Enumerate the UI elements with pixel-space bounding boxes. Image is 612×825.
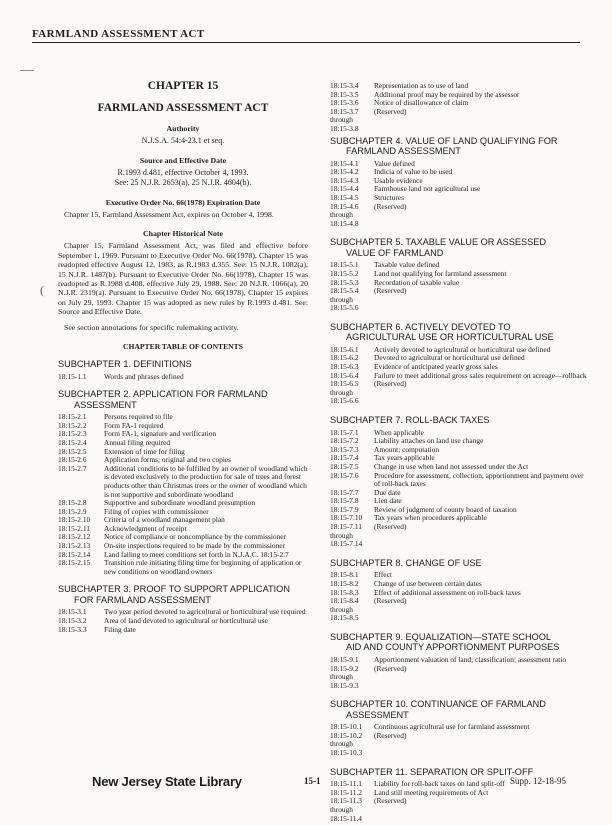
subchapter-entries bbox=[330, 429, 588, 549]
section-number: 18:15-3.6 bbox=[330, 98, 359, 108]
toc-entry bbox=[330, 279, 588, 288]
section-title: Structures bbox=[374, 192, 404, 202]
subchapter-title-cont: ASSESSMENT bbox=[74, 399, 137, 410]
subchapter-title: SUBCHAPTER 5. TAXABLE VALUE OR ASSESSED bbox=[330, 237, 546, 248]
section-title: Land not qualifying for farmland assessment bbox=[374, 268, 507, 278]
subchapter-title-cont: VALUE OF FARMLAND bbox=[346, 247, 444, 258]
subchapter-title-cont: FARMLAND ASSESSMENT bbox=[346, 146, 461, 157]
toc-entry bbox=[330, 194, 588, 203]
section-title: (Reserved) bbox=[374, 379, 407, 389]
subchapter-entries bbox=[330, 723, 588, 757]
section-number: 18:15-7.3 bbox=[330, 444, 359, 454]
section-number: 18:15-2.3 bbox=[58, 429, 87, 439]
subchapter-title: SUBCHAPTER 6. ACTIVELY DEVOTED TO bbox=[330, 321, 511, 332]
section-number: 18:15-2.6 bbox=[58, 455, 87, 465]
section-title: Extension of time for filing bbox=[104, 446, 185, 456]
expiration-heading: Executive Order No. 66(1978) Expiration Date bbox=[105, 198, 261, 207]
section-number: 18:15-3.5 bbox=[330, 89, 359, 99]
section-title: Effect bbox=[374, 570, 392, 580]
toc-entry bbox=[330, 665, 588, 691]
section-number: 18:15-8.1 bbox=[330, 570, 359, 580]
toc-entry bbox=[330, 160, 588, 169]
section-title: Failure to meet additional gross sales requirement on acreage—rollback bbox=[374, 370, 587, 380]
history-heading: Chapter Historical Note bbox=[143, 229, 223, 239]
section-number: 18:15-6.5 through 18:15-6.6 bbox=[330, 379, 359, 406]
section-number: 18:15-6.3 bbox=[330, 362, 359, 372]
section-title: Criteria of a woodland management plan bbox=[104, 515, 225, 525]
section-number: 18:15-5.4 through 18:15-5.6 bbox=[330, 286, 359, 313]
toc-entry bbox=[330, 446, 588, 455]
section-number: 18:15-3.1 bbox=[58, 607, 87, 617]
section-title: Liability for roll-back taxes on land split-off bbox=[374, 779, 505, 789]
subchapter-entries bbox=[330, 160, 588, 229]
toc-entry bbox=[330, 789, 588, 798]
section-number: 18:15-7.6 bbox=[330, 470, 359, 480]
subchapter-title: SUBCHAPTER 11. SEPARATION OR SPLIT-OFF bbox=[330, 766, 534, 777]
toc-entry bbox=[330, 723, 588, 732]
section-title: Devoted to agricultural or horticultural use defined bbox=[374, 353, 525, 363]
margin-rule bbox=[20, 70, 34, 71]
subchapter-title: SUBCHAPTER 3. PROOF TO SUPPORT APPLICATION bbox=[58, 584, 290, 595]
left-column bbox=[58, 80, 308, 636]
section-number: 18:15-6.1 bbox=[330, 344, 359, 354]
section-title: Land failing to meet conditions set forth in N.J.A.C. 18:15-2.7 bbox=[104, 549, 289, 559]
subchapter-heading bbox=[330, 415, 588, 426]
section-title: When applicable bbox=[374, 427, 424, 437]
source-line-1: R.1993 d.481, effective October 4, 1993. bbox=[117, 168, 249, 177]
section-number: 18:15-6.4 bbox=[330, 370, 359, 380]
subchapter-heading bbox=[58, 359, 308, 370]
section-number: 18:15-8.4 through 18:15-8.5 bbox=[330, 596, 359, 623]
section-number: 18:15-5.3 bbox=[330, 277, 359, 287]
supplement-date: Supp. 12-18-95 bbox=[510, 776, 566, 786]
toc-entry bbox=[58, 626, 308, 635]
section-number: 18:15-3.4 bbox=[330, 81, 359, 90]
section-number: 18:15-4.1 bbox=[330, 158, 359, 168]
toc-entry bbox=[330, 380, 588, 406]
section-number: 18:15-7.9 bbox=[330, 504, 359, 514]
toc-entry bbox=[330, 270, 588, 279]
toc-entry bbox=[330, 108, 588, 134]
section-title: (Reserved) bbox=[374, 796, 407, 806]
section-number: 18:15-4.3 bbox=[330, 175, 359, 185]
toc-entry bbox=[330, 597, 588, 623]
authority-heading: Authority bbox=[166, 124, 200, 133]
subchapter-entries bbox=[330, 571, 588, 623]
section-title: Words and phrases defined bbox=[104, 371, 184, 381]
section-title: Farmhouse land not agricultural use bbox=[374, 184, 481, 194]
source-text bbox=[58, 168, 308, 188]
subchapter-heading bbox=[330, 632, 588, 653]
toc-entry bbox=[58, 373, 308, 382]
section-number: 18:15-2.2 bbox=[58, 420, 87, 430]
subchapter-entries bbox=[58, 413, 308, 576]
section-title: Form FA-1, signature and verification bbox=[104, 429, 217, 439]
section-title: Notice of compliance or noncompliance by the commissioner bbox=[104, 532, 287, 542]
section-number: 18:15-2.11 bbox=[58, 523, 90, 533]
section-title: Additional conditions to be fulfilled by an owner of woodland which is devoted exclusively to the production for sale of trees and forest products other than Christmas trees or the owner of woodland which is not supportive and subordinate woodland bbox=[104, 463, 308, 499]
section-title: Annual filing required bbox=[104, 437, 171, 447]
toc-entry bbox=[58, 430, 308, 439]
toc-entry bbox=[330, 185, 588, 194]
subchapter-heading bbox=[58, 584, 308, 605]
section-number: 18:15-7.1 bbox=[330, 427, 359, 437]
toc-entry bbox=[330, 797, 588, 823]
section-number: 18:15-7.8 bbox=[330, 496, 359, 506]
section-number: 18:15-9.1 bbox=[330, 654, 359, 664]
source-line-2: See: 25 N.J.R. 2653(a), 25 N.J.R. 4604(b). bbox=[114, 178, 252, 187]
section-number: 18:15-2.5 bbox=[58, 446, 87, 456]
section-title: Amount; computation bbox=[374, 444, 440, 454]
section-title: Persons required to file bbox=[104, 412, 173, 422]
section-number: 18:15-4.5 bbox=[330, 192, 359, 202]
section-number: 18:15-5.2 bbox=[330, 268, 359, 278]
section-number: 18:15-2.7 bbox=[58, 463, 87, 473]
toc-entry bbox=[330, 472, 588, 489]
section-number: 18:15-2.12 bbox=[58, 532, 91, 542]
toc-entry bbox=[330, 514, 588, 523]
section-number: 18:15-3.7 through 18:15-3.8 bbox=[330, 106, 359, 133]
subchapter-entries bbox=[58, 608, 308, 634]
section-number: 18:15-2.13 bbox=[58, 541, 91, 551]
section-number: 18:15-4.2 bbox=[330, 167, 359, 177]
section-number: 18:15-7.7 bbox=[330, 487, 359, 497]
section-title: Procedure for assessment, collection, apportionment and payment over of roll-back taxes bbox=[374, 470, 584, 489]
section-title: (Reserved) bbox=[374, 596, 407, 606]
toc-entry bbox=[330, 589, 588, 598]
section-title: Filing date bbox=[104, 624, 136, 634]
section-title: Usable evidence bbox=[374, 175, 423, 185]
subchapter-heading bbox=[330, 558, 588, 569]
section-title: Representation as to use of land bbox=[374, 81, 469, 90]
section-title: Taxable value defined bbox=[374, 260, 440, 270]
subchapter-title: SUBCHAPTER 1. DEFINITIONS bbox=[58, 359, 192, 370]
section-title: Value defined bbox=[374, 158, 415, 168]
section-number: 18:15-7.2 bbox=[330, 436, 359, 446]
section-title: Filing of copies with commissioner bbox=[104, 506, 209, 516]
section-number: 18:15-7.5 bbox=[330, 461, 359, 471]
toc-entry bbox=[58, 617, 308, 626]
section-title: Due date bbox=[374, 487, 401, 497]
section-number: 18:15-2.4 bbox=[58, 437, 87, 447]
subchapter-title: SUBCHAPTER 10. CONTINUANCE OF FARMLAND bbox=[330, 699, 546, 710]
section-title: (Reserved) bbox=[374, 106, 407, 116]
section-title: (Reserved) bbox=[374, 522, 407, 532]
section-title: (Reserved) bbox=[374, 730, 407, 740]
section-title: Two year period devoted to agricultural or horticultural use required bbox=[104, 607, 306, 617]
authority-text: N.J.S.A. 54:4-23.1 et seq. bbox=[141, 136, 225, 145]
section-title: Continuous agricultural use for farmland assessment bbox=[374, 722, 530, 732]
history-text: Chapter 15, Farmland Assessment Act, was filed and effective before September 1, 1969. Pursuant to Executive Order No. 66(1978), Chapter 15 was readopted effective August 12, 1983, as R.1983 d.355. See: 15 N.J.R. 1082(a), 15 N.J.R. 1487(b). Pursuant to Executive Order No. 66(1978), Chapter 15 was readopted as R.1988 d.408, effective July 29, 1988. See: 20 N.J.R. 1066(a), 20 N.J.R. 2319(a). Pursuant to Executive Order No. 66(1978), Chapter 15 expires on July 29, 1993. Chapter 15 was adopted as new rules by R.1993 d.481. See: Source and Effective Date. bbox=[58, 241, 308, 317]
section-title: Application forms; original and two copies bbox=[104, 455, 232, 465]
section-number: 18:15-8.3 bbox=[330, 587, 359, 597]
section-number: 18:15-7.4 bbox=[330, 453, 359, 463]
subchapter-entries bbox=[330, 346, 588, 406]
section-title: Form FA-1 required bbox=[104, 420, 164, 430]
section-title: Lien date bbox=[374, 496, 402, 506]
subchapter-title: SUBCHAPTER 4. VALUE OF LAND QUALIFYING FOR bbox=[330, 135, 558, 146]
subchapter-heading bbox=[330, 699, 588, 720]
section-number: 18:15-10.1 bbox=[330, 722, 363, 732]
subchapter-heading bbox=[330, 322, 588, 343]
section-number: 18:15-2.9 bbox=[58, 506, 87, 516]
section-title: Acknowledgment of receipt bbox=[104, 523, 187, 533]
section-title: Effect of additional assessment on roll-back taxes bbox=[374, 587, 521, 597]
section-title: Supportive and subordinate woodland presumption bbox=[104, 498, 256, 508]
section-title: Area of land devoted to agricultural or horticultural use bbox=[104, 616, 268, 626]
subchapter-heading bbox=[330, 136, 588, 157]
section-number: 18:15-4.4 bbox=[330, 184, 359, 194]
expiration-text: Chapter 15, Farmland Assessment Act, expires on October 4, 1998. bbox=[64, 210, 274, 219]
section-number: 18:15-3.3 bbox=[58, 624, 87, 634]
section-title: Tax years when procedures applicable bbox=[374, 513, 487, 523]
section-title: Notice of disallowance of claim bbox=[374, 98, 469, 108]
section-number: 18:15-2.10 bbox=[58, 515, 91, 525]
section-title: Land still meeting requirements of Act bbox=[374, 787, 489, 797]
chapter-number: CHAPTER 15 bbox=[147, 80, 219, 92]
library-stamp: New Jersey State Library bbox=[92, 774, 242, 789]
toc-entry bbox=[58, 559, 308, 576]
subchapter-entries bbox=[58, 373, 308, 382]
toc-entry bbox=[330, 372, 588, 381]
section-title: Change of use between certain dates bbox=[374, 578, 482, 588]
subchapter-title-cont: AGRICULTURAL USE OR HORTICULTURAL USE bbox=[346, 332, 554, 343]
section-number: 18:15-1.1 bbox=[58, 371, 87, 381]
section-number: 18:15-3.2 bbox=[58, 616, 87, 626]
left-toc bbox=[58, 359, 308, 634]
section-number: 18:15-11.1 bbox=[330, 779, 362, 789]
toc-entry bbox=[330, 437, 588, 446]
section-number: 18:15-2.15 bbox=[58, 558, 91, 568]
section-number: 18:15-7.10 bbox=[330, 513, 363, 523]
toc-entry bbox=[330, 99, 588, 108]
section-title: Transition rule initiating filing time for beginning of application or new conditions on woodland owners bbox=[104, 558, 302, 576]
section-title: Review of judgment of county board of taxation bbox=[374, 504, 517, 514]
subchapter-title: SUBCHAPTER 8. CHANGE OF USE bbox=[330, 557, 482, 568]
section-title: (Reserved) bbox=[374, 663, 407, 673]
subchapter-title-cont: AID AND COUNTY APPORTIONMENT PURPOSES bbox=[346, 642, 560, 653]
page-number: 15-1 bbox=[304, 776, 321, 786]
section-number: 18:15-11.3 through 18:15-11.4 bbox=[330, 796, 362, 823]
right-column bbox=[330, 82, 588, 825]
section-title: On-site inspections required to be made by the commissioner bbox=[104, 541, 286, 551]
act-title: FARMLAND ASSESSMENT ACT bbox=[97, 102, 269, 114]
subchapter-entries bbox=[330, 780, 588, 823]
section-title: Actively devoted to agricultural or horticultural use defined bbox=[374, 344, 551, 354]
section-title: (Reserved) bbox=[374, 201, 407, 211]
section-title: Liability attaches on land use change bbox=[374, 436, 484, 446]
section-number: 18:15-6.2 bbox=[330, 353, 359, 363]
section-title: Change in use when land not assessed under the Act bbox=[374, 461, 529, 471]
section-title: Recordation of taxable value bbox=[374, 277, 460, 287]
toc-heading: CHAPTER TABLE OF CONTENTS bbox=[123, 342, 243, 352]
continued-entries bbox=[330, 82, 588, 134]
margin-bracket-mark: ( bbox=[40, 283, 44, 297]
section-number: 18:15-8.2 bbox=[330, 578, 359, 588]
toc-entry bbox=[58, 413, 308, 422]
running-head: FARMLAND ASSESSMENT ACT bbox=[32, 28, 580, 43]
section-title: Apportionment valuation of land; classification; assessment ratio bbox=[374, 654, 567, 664]
source-heading: Source and Effective Date bbox=[139, 156, 227, 165]
section-title: Indicia of value to be used bbox=[374, 167, 453, 177]
section-number: 18:15-4.6 through 18:15-4.8 bbox=[330, 201, 359, 228]
section-title: Evidence of anticipated yearly gross sales bbox=[374, 362, 498, 372]
toc-entry bbox=[58, 465, 308, 499]
subchapter-entries bbox=[330, 656, 588, 690]
section-number: 18:15-11.2 bbox=[330, 787, 362, 797]
toc-entry bbox=[330, 489, 588, 498]
subchapter-heading bbox=[330, 237, 588, 258]
toc-entry bbox=[330, 523, 588, 549]
history-annotations: See section annotations for specific rulemaking activity. bbox=[64, 322, 239, 332]
section-title: Tax years applicable bbox=[374, 453, 435, 463]
toc-entry bbox=[330, 168, 588, 177]
subchapter-title: SUBCHAPTER 2. APPLICATION FOR FARMLAND bbox=[58, 389, 268, 400]
toc-entry bbox=[330, 656, 588, 665]
subchapter-title-cont: ASSESSMENT bbox=[346, 709, 409, 720]
toc-entry bbox=[330, 732, 588, 758]
subchapter-heading bbox=[58, 389, 308, 410]
toc-entry bbox=[330, 203, 588, 229]
right-toc bbox=[330, 136, 588, 824]
section-number: 18:15-5.1 bbox=[330, 260, 359, 270]
section-number: 18:15-2.8 bbox=[58, 498, 87, 508]
section-number: 18:15-10.2 through 18:15-10.3 bbox=[330, 730, 363, 758]
section-title: (Reserved) bbox=[374, 286, 407, 296]
subchapter-title: SUBCHAPTER 7. ROLL-BACK TAXES bbox=[330, 415, 490, 426]
toc-entry bbox=[330, 287, 588, 313]
subchapter-title-cont: FOR FARMLAND ASSESSMENT bbox=[74, 594, 211, 605]
section-number: 18:15-7.11 through 18:15-7.14 bbox=[330, 522, 363, 549]
subchapter-title: SUBCHAPTER 9. EQUALIZATION—STATE SCHOOL bbox=[330, 631, 552, 642]
section-title: Additional proof may be required by the assessor bbox=[374, 89, 520, 99]
section-number: 18:15-2.14 bbox=[58, 549, 91, 559]
section-number: 18:15-9.2 through 18:15-9.3 bbox=[330, 663, 359, 690]
section-number: 18:15-2.1 bbox=[58, 412, 87, 422]
subchapter-entries bbox=[330, 261, 588, 313]
